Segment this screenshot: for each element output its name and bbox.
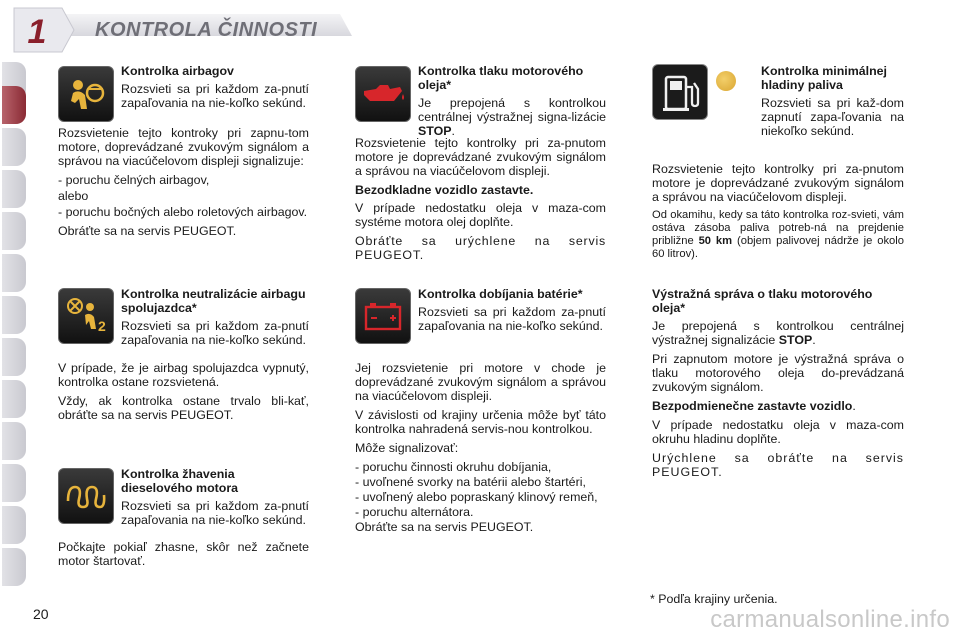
oil-pressure-paragraph: V prípade nedostatku oleja v maza-com systéme motora olej doplňte. (355, 201, 606, 229)
oil-warning-title: Výstražná správa o tlaku motorového oleja* (652, 287, 873, 315)
chapter-tab[interactable] (2, 548, 26, 586)
oil-pressure-paragraph: Obráťte sa urýchlene na servis PEUGEOT. (355, 234, 606, 262)
page-number: 20 (33, 606, 49, 622)
oil-pressure-intro-text (418, 96, 606, 138)
battery-title: Kontrolka dobíjania batérie* (418, 287, 583, 301)
glow-intro-text: Rozsvieti sa pri každom za-pnutí zapaľovania na nie-koľko sekúnd. (121, 499, 309, 527)
oil-warning-heading (652, 399, 904, 413)
airbag-intro (121, 64, 309, 115)
oil-warning-paragraph: V prípade nedostatku oleja v maza-com okruhu hladinu doplňte. (652, 418, 904, 446)
oil-pressure-icon (355, 66, 411, 122)
fuel-note-part: Od okamihu, kedy sa táto kontrolka roz-svieti, vám ostáva zásoba paliva potreb-ná na prejdenie približne (652, 209, 904, 247)
battery-icon (355, 288, 411, 344)
airbag-intro-text: Rozsvieti sa pri každom za-pnutí zapaľovania na nie-koľko sekúnd. (121, 82, 309, 110)
battery-bullet: - poruchu činnosti okruhu dobíjania, (355, 460, 552, 474)
chapter-number: 1 (27, 13, 47, 51)
oil-pressure-intro-part: . (451, 124, 455, 138)
airbag-paragraph: Rozsvietenie tejto kontroky pri zapnu-tom motore, doprevádzané zvukovým signálom a správou na viacúčelovom displeji signalizuje: (58, 126, 309, 168)
battery-bullet: - uvoľnený alebo popraskaný klinový remeň, (355, 490, 598, 504)
passenger-airbag-body (58, 361, 309, 427)
airbag-warning-icon (58, 66, 114, 122)
oil-warning-heading-dot: . (852, 399, 856, 413)
battery-paragraph: Obráťte sa na servis PEUGEOT. (355, 520, 534, 534)
page-header (0, 0, 960, 62)
airbag-bullet: - poruchu čelných airbagov, (58, 173, 210, 187)
battery-intro-text: Rozsvieti sa pri každom za-pnutí zapaľovania na nie-koľko sekúnd. (418, 305, 606, 333)
chapter-tab[interactable] (2, 254, 26, 292)
page-title: KONTROLA ČINNOSTI (95, 19, 318, 41)
chapter-tab[interactable] (2, 506, 26, 544)
airbag-bullet: - poruchu bočných alebo roletových airbagov. (58, 205, 308, 219)
stop-label: STOP (418, 124, 452, 138)
chapter-tab[interactable] (2, 464, 26, 502)
glow-title: Kontrolka žhavenia dieselového motora (121, 467, 239, 495)
oil-pressure-paragraph: Rozsvietenie tejto kontrolky pri za-pnutom motore je doprevádzané zvukovým signálom a správou na viacúčelovom displeji. (355, 136, 606, 178)
passenger-airbag-intro-text: Rozsvieti sa pri každom za-pnutí zapaľovania na nie-koľko sekúnd. (121, 319, 309, 347)
airbag-paragraph: Obráťte sa na servis PEUGEOT. (58, 224, 237, 238)
chapter-tab[interactable] (2, 212, 26, 250)
passenger-airbag-title: Kontrolka neutralizácie airbagu spolujazdca* (121, 287, 306, 315)
fuel-title: Kontrolka minimálnej hladiny paliva (761, 64, 887, 92)
chapter-tab[interactable] (2, 422, 26, 460)
glow-body (58, 540, 309, 573)
oil-warning-paragraph: Pri zapnutom motore je výstražná správa o tlaku motorového oleja do-prevádzaná zvukovým signálom. (652, 352, 904, 394)
oil-warning-heading-text: Bezpodmienečne zastavte vozidlo (652, 399, 853, 413)
chapter-tab[interactable] (2, 296, 26, 334)
fuel-intro (761, 64, 904, 143)
oil-pressure-body (355, 136, 606, 267)
passenger-airbag-paragraph: V prípade, že je airbag spolujazdca vypnutý, kontrolka ostane rozsvietená. (58, 361, 309, 389)
passenger-airbag-intro (121, 287, 309, 352)
battery-bullet: - poruchu alternátora. (355, 505, 474, 519)
passenger-airbag-off-icon (58, 288, 114, 344)
glow-plug-icon (58, 468, 114, 524)
oil-warning-part: . (812, 333, 816, 347)
fuel-range-value: 50 km (698, 235, 733, 247)
oil-warning-paragraph: Urýchlene sa obráťte na servis PEUGEOT. (652, 451, 904, 479)
oil-warning-part: Je prepojená s kontrolkou centrálnej výstražnej signalizácie (652, 319, 904, 347)
amber-lamp-icon (716, 71, 736, 91)
stop-label: STOP (778, 333, 813, 347)
fuel-paragraph: Rozsvietenie tejto kontrolky pri za-pnutom motore je doprevádzané zvukovým signálom a správou na viacúčelovom displeji. (652, 162, 904, 204)
chapter-tab[interactable] (2, 128, 26, 166)
oil-pressure-heading: Bezodkladne vozidlo zastavte. (355, 183, 534, 197)
chapter-tab-active[interactable] (2, 86, 26, 124)
fuel-body (652, 162, 904, 266)
oil-pressure-intro-part: Je prepojená s kontrolkou centrálnej výstražnej signa-lizácie (418, 96, 606, 124)
oil-warning-section (652, 287, 904, 484)
battery-body (355, 361, 606, 539)
battery-paragraph: Jej rozsvietenie pri motore v chode je doprevádzané zvukovým signálom a správou na viacúčelovom displeji. (355, 361, 606, 403)
chapter-tabs (0, 62, 30, 582)
chapter-tab[interactable] (2, 380, 26, 418)
footnote: * Podľa krajiny určenia. (650, 592, 778, 606)
battery-bullet: - uvoľnené svorky na batérii alebo štartéri, (355, 475, 586, 489)
watermark: carmanualsonline.info (710, 606, 950, 633)
chapter-tab[interactable] (2, 170, 26, 208)
oil-warning-paragraph (652, 319, 904, 347)
battery-intro (418, 287, 606, 338)
fuel-range-note (652, 209, 904, 261)
fuel-note-part: (objem palivovej nádrže je okolo 60 litrov). (652, 235, 904, 260)
battery-paragraph: Môže signalizovať: (355, 441, 459, 455)
chapter-tab[interactable] (2, 338, 26, 376)
glow-paragraph: Počkajte pokiaľ zhasne, skôr než začnete motor štartovať. (58, 540, 309, 568)
svg-text:2: 2 (98, 318, 106, 334)
passenger-airbag-paragraph: Vždy, ak kontrolka ostane trvalo bli-kať, obráťte sa na servis PEUGEOT. (58, 394, 309, 422)
fuel-level-icon (652, 64, 708, 120)
airbag-body (58, 126, 309, 243)
glow-intro (121, 467, 309, 532)
airbag-title: Kontrolka airbagov (121, 64, 234, 78)
fuel-intro-text: Rozsvieti sa pri kaž-dom zapnutí zapa-ľovania na niekoľko sekúnd. (761, 96, 904, 138)
battery-paragraph: V závislosti od krajiny určenia môže byť táto kontrolka nahradená servis-nou kontrolkou. (355, 408, 606, 436)
oil-pressure-title: Kontrolka tlaku motorového oleja* (418, 64, 584, 92)
oil-pressure-intro (418, 64, 606, 143)
airbag-or: alebo (58, 189, 89, 203)
